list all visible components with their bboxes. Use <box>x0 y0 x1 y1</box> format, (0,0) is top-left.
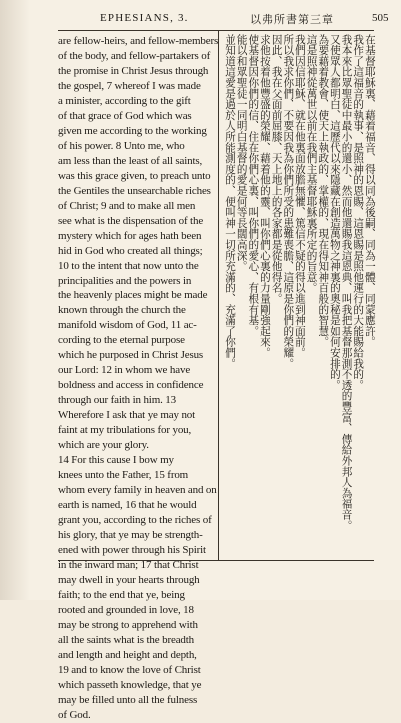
english-text-line: ened with power through his Spirit <box>58 543 206 556</box>
english-text-line: may dwell in your hearts through <box>58 573 200 586</box>
chinese-text-column-line: 我本來比眾聖徒中最小的還小、然而他還賜我這恩典、叫我把基督那測不透的豐富、傳給外邦人為福音。 <box>340 34 353 531</box>
english-text-line: faint at my tribulations for you, <box>58 424 192 437</box>
english-text-line: known through the church the <box>58 304 186 317</box>
column-divider <box>218 30 219 560</box>
english-text-line: which passeth knowledge, that ye <box>58 678 202 691</box>
book-title-english: EPHESIANS, 3. <box>100 12 189 24</box>
chinese-text-column-line: 為要藉着教會、使天上執政的、掌權的、現在得知神百般的智慧。 <box>317 34 330 348</box>
english-text-line: through our faith in him. 13 <box>58 394 177 407</box>
english-text-line: are fellow-heirs, and fellow-members <box>58 35 219 47</box>
english-text-line: whom every family in heaven and on <box>58 484 217 497</box>
chinese-text-column-line: 所以我求你們、不要因我為你們所受的患難喪膽、這原是你們的榮耀。 <box>282 34 295 369</box>
english-text-line: manifold wisdom of God, 11 ac- <box>58 319 197 332</box>
chinese-text-column-line: 這是照神從萬世以前在我們主基督耶穌裏所定的旨意。 <box>305 34 318 294</box>
english-text-line: hid in God who created all things; <box>58 244 203 257</box>
english-text-line: in the inward man; 17 that Christ <box>58 558 199 571</box>
chinese-text-column-line: 在基督耶穌裏、藉着福音、得以同為後嗣、同為一體、同蒙應許。 <box>363 34 376 348</box>
english-text-line: principalities and the powers in <box>58 274 192 287</box>
english-text-line: given me according to the working <box>58 124 207 137</box>
english-text-line: all the saints what is the breadth <box>58 633 195 646</box>
english-text-line: grant you, according to the riches of <box>58 514 212 526</box>
chinese-text-column-line: 求他按着他豐盛的榮耀、藉着他的靈、叫你們心裏的力量剛強起來。 <box>258 34 271 358</box>
english-text-line: rooted and grounded in love, 18 <box>58 603 194 616</box>
english-text-line: may be filled unto all the fulness <box>58 693 198 706</box>
header-rule <box>58 30 374 31</box>
chinese-text-column-line: 又使眾人都明白、這歷代以來隱藏在創造萬物之神裏的奧秘是如何安排的。 <box>328 34 341 391</box>
english-text-line: which he purposed in Christ Jesus <box>58 349 204 362</box>
chinese-text-column-line: 使基督因你們的信、住在你們心裏、叫你們的愛心、有根有基。 <box>247 34 260 337</box>
english-text-line: the heavenly places might be made <box>58 289 208 302</box>
page-number: 505 <box>372 12 389 24</box>
chinese-text-column-line: 我作了這福音的執事、是照神的恩賜、這恩賜是照他運行的大能賜給我的。 <box>352 34 365 391</box>
english-text-column <box>58 34 219 721</box>
english-text-line: the gospel, 7 whereof I was made <box>58 79 201 92</box>
chinese-text-column-line: 並知道這愛是過於人所能測度的、便叫神一切所充滿的、充滿了你們。 <box>224 34 236 369</box>
english-text-line: of Christ; 9 and to make all men <box>58 199 196 212</box>
english-text-line: the Gentiles the unsearchable riches <box>58 184 211 197</box>
english-text-line: earth is named, 16 that he would <box>58 499 197 512</box>
english-text-line: boldness and access in confidence <box>58 379 204 392</box>
english-text-line: 19 and to know the love of Christ <box>58 663 201 676</box>
english-text-line: a minister, according to the gift <box>58 94 191 107</box>
running-header <box>0 0 401 30</box>
english-text-line: 10 to the intent that now unto the <box>58 259 199 272</box>
english-text-line: and length and height and depth, <box>58 648 197 661</box>
english-text-line: cording to the eternal purpose <box>58 334 185 347</box>
english-text-line: was this grace given, to preach unto <box>58 169 211 182</box>
english-text-line: may be strong to apprehend with <box>58 618 198 631</box>
english-text-line: of that grace of God which was <box>58 109 192 122</box>
english-text-line: our Lord: 12 in whom we have <box>58 364 191 377</box>
book-title-chinese: 以弗所書第三章 <box>250 13 334 26</box>
english-text-line: his glory, that ye may be strength- <box>58 528 203 541</box>
english-text-line: faith; to the end that ye, being <box>58 588 185 601</box>
english-text-line: knees unto the Father, 15 from <box>58 469 189 482</box>
english-text-line: mystery which for ages hath been <box>58 229 202 242</box>
chinese-text-column <box>224 34 375 558</box>
english-text-line: 14 For this cause I bow my <box>58 454 174 467</box>
chinese-text-column-line: 我們因信耶穌、就在他裏面放膽無懼、篤信不疑的得以進到神面前。 <box>293 34 306 358</box>
english-text-line: of God. <box>58 708 91 721</box>
chinese-text-column-line: 能以和眾聖徒一同明白基督的愛是何等長闊高深。 <box>235 34 248 272</box>
english-text-line: of his power. 8 Unto me, who <box>58 139 185 152</box>
english-text-line: see what is the dispensation of the <box>58 214 204 227</box>
english-text-line: am less than the least of all saints, <box>58 154 203 167</box>
english-text-line: which are your glory. <box>58 439 149 452</box>
english-text-line: of the body, and fellow-partakers of <box>58 49 211 62</box>
chinese-text-column-line: 因此、我在父面前屈膝、天上地上的各家都是從他得名。 <box>270 34 283 304</box>
english-text-line: Wherefore I ask that ye may not <box>58 409 196 422</box>
binding-shadow <box>0 0 30 600</box>
english-text-line: the promise in Christ Jesus through <box>58 64 209 77</box>
